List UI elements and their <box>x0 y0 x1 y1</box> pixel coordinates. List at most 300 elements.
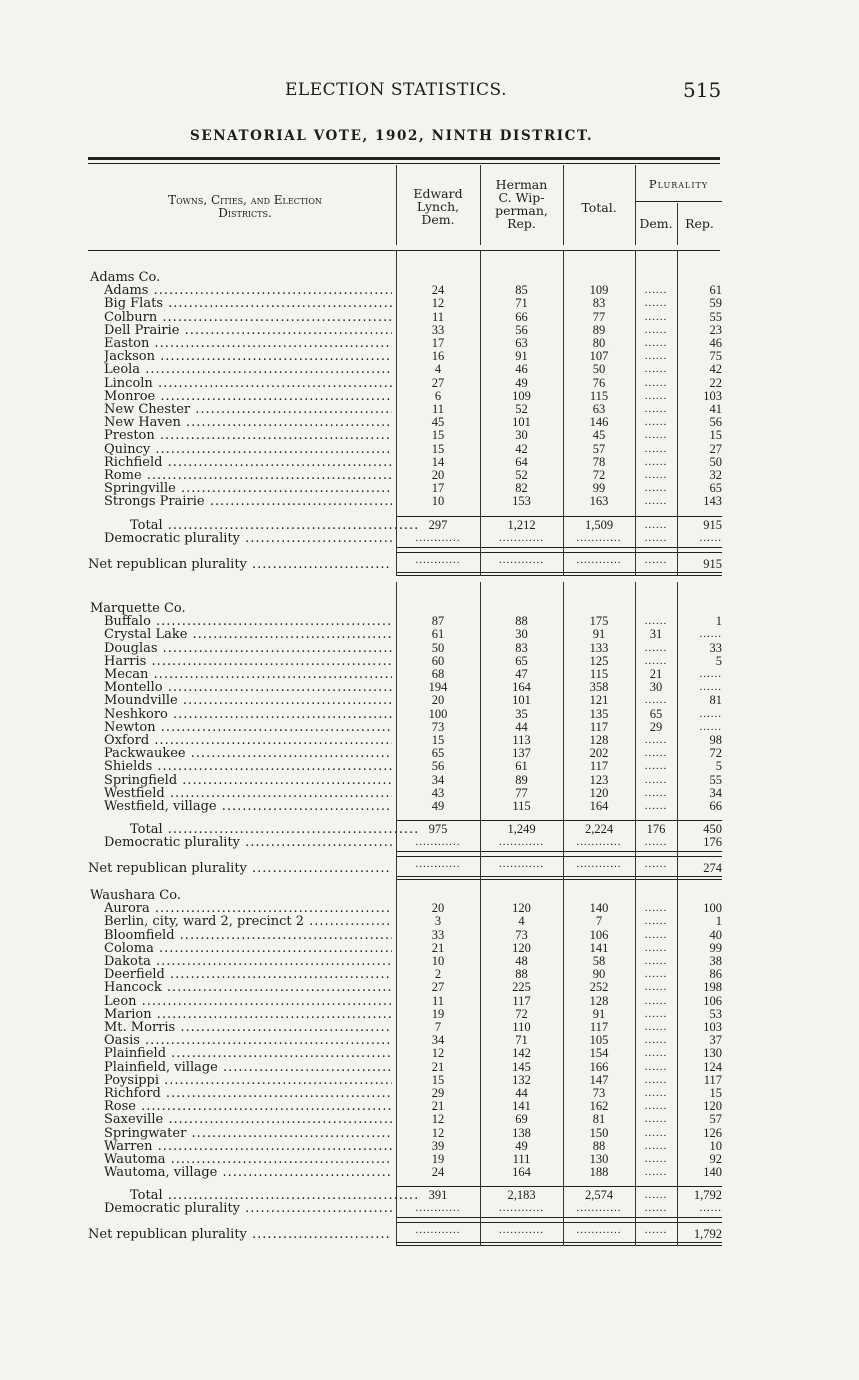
rule-line <box>396 879 722 880</box>
cell-dem-empty <box>635 337 677 350</box>
cell-lynch: 65 <box>431 746 445 761</box>
row-label: Big Flats ..... <box>104 297 392 310</box>
cell-lynch: 33 <box>431 927 445 942</box>
header-wipperman-line1: Herman <box>495 177 548 192</box>
rule-line <box>396 1217 722 1218</box>
net-dem-empty <box>635 858 677 871</box>
row-label: Strongs Prairie ..... <box>104 495 392 508</box>
cell-total: 175 <box>589 614 609 629</box>
row-label: Douglas ..... <box>104 642 392 655</box>
row-label: Crystal Lake ..... <box>104 628 392 641</box>
cell-total: 140 <box>589 901 609 916</box>
header-wipperman-line3: perman, <box>495 203 548 218</box>
cell-wipperman: 72 <box>515 1006 528 1021</box>
cell-rep: 143 <box>703 494 722 509</box>
cell-lynch: 11 <box>431 993 445 1008</box>
cell-dem-empty <box>635 1021 677 1034</box>
total-wipperman: 1,249 <box>507 822 536 837</box>
cell-dem-empty <box>635 1140 677 1153</box>
cell-lynch: 15 <box>431 1072 445 1087</box>
cell-wipperman: 137 <box>512 746 531 761</box>
cell-rep: 103 <box>703 1020 722 1034</box>
cell-wipperman: 56 <box>515 322 528 337</box>
dp-total-empty <box>563 1202 635 1215</box>
total-rep: 450 <box>703 822 722 837</box>
cell-dem-empty <box>635 482 677 495</box>
cell-total: 115 <box>589 667 609 681</box>
row-label: Rome ..... <box>104 469 392 482</box>
cell-dem: 29 <box>649 719 663 734</box>
cell-wipperman: 71 <box>515 296 528 311</box>
cell-total: 252 <box>589 980 609 995</box>
row-label: Wautoma, village ..... <box>104 1166 392 1179</box>
net-dem-empty <box>635 1224 677 1237</box>
header-towns-line1: Towns, Cities, and Election <box>168 193 322 207</box>
running-head-title: ELECTION STATISTICS. <box>285 80 507 100</box>
cell-total: 45 <box>592 428 606 443</box>
row-label: Bloomfield ..... <box>104 929 392 942</box>
cell-dem: 65 <box>649 706 663 721</box>
cell-total: 121 <box>589 693 609 708</box>
cell-wipperman: 101 <box>512 693 531 708</box>
cell-lynch: 20 <box>431 468 445 482</box>
cell-rep: 55 <box>709 772 722 787</box>
cell-rep-empty <box>677 721 722 734</box>
cell-dem-empty <box>635 981 677 994</box>
total-label: Total ..... <box>130 823 418 836</box>
row-label: Jackson ..... <box>104 350 392 363</box>
row-label: Quincy ..... <box>104 443 392 456</box>
net-dem-empty <box>635 554 677 567</box>
cell-dem-empty <box>635 1061 677 1074</box>
cell-rep: 72 <box>709 746 722 761</box>
cell-total: 89 <box>592 322 606 337</box>
net-wipperman-empty <box>480 858 563 871</box>
row-label: Shields ..... <box>104 760 392 773</box>
cell-total: 166 <box>589 1059 609 1074</box>
column-rule <box>635 165 636 245</box>
cell-rep: 1 <box>715 914 722 929</box>
cell-dem-empty <box>635 390 677 403</box>
row-label: Berlin, city, ward 2, precinct 2 ..... <box>104 915 392 928</box>
dp-lynch-empty <box>396 532 480 545</box>
cell-wipperman: 30 <box>515 428 528 443</box>
rule-line <box>88 163 720 164</box>
row-label: Mecan ..... <box>104 668 392 681</box>
cell-total: 150 <box>589 1125 609 1140</box>
column-rule <box>677 582 678 880</box>
net-lynch-empty <box>396 554 480 567</box>
cell-lynch: 11 <box>431 402 445 416</box>
cell-lynch: 12 <box>431 296 445 311</box>
cell-rep-empty <box>677 668 722 681</box>
row-label: New Chester ..... <box>104 403 392 416</box>
row-label: Warren ..... <box>104 1140 392 1153</box>
row-label: Packwaukee ..... <box>104 747 392 760</box>
total-lynch: 975 <box>428 822 448 837</box>
cell-wipperman: 132 <box>512 1072 531 1087</box>
cell-dem-empty <box>635 495 677 508</box>
column-rule <box>396 582 397 880</box>
cell-wipperman: 42 <box>515 441 528 456</box>
row-label: Marion ..... <box>104 1008 392 1021</box>
cell-dem-empty <box>635 995 677 1008</box>
cell-rep: 5 <box>715 759 722 774</box>
cell-lynch: 43 <box>431 785 445 800</box>
row-label: Plainfield, village ..... <box>104 1061 392 1074</box>
row-label: Saxeville ..... <box>104 1113 392 1126</box>
cell-lynch: 24 <box>431 283 445 298</box>
cell-wipperman: 47 <box>515 667 528 681</box>
rule-line <box>396 1186 722 1187</box>
cell-lynch: 27 <box>431 375 445 390</box>
cell-lynch: 4 <box>434 362 442 377</box>
header-total: Total. <box>581 200 617 215</box>
cell-total: 123 <box>589 772 609 787</box>
cell-total: 163 <box>589 494 609 509</box>
cell-total: 80 <box>592 336 606 350</box>
cell-dem: 21 <box>649 667 663 681</box>
dp-lynch-empty <box>396 836 480 849</box>
row-label: Dell Prairie ..... <box>104 324 392 337</box>
cell-rep: 120 <box>703 1099 722 1114</box>
cell-total: 7 <box>595 914 603 929</box>
cell-rep: 98 <box>709 733 722 747</box>
cell-lynch: 17 <box>431 481 445 496</box>
net-wipperman-empty <box>480 554 563 567</box>
net-total-empty <box>563 554 635 567</box>
cell-wipperman: 88 <box>515 967 528 982</box>
cell-lynch: 20 <box>431 693 445 708</box>
cell-wipperman: 101 <box>512 415 531 430</box>
cell-rep: 92 <box>709 1152 722 1166</box>
cell-wipperman: 111 <box>512 1152 531 1166</box>
cell-rep: 57 <box>709 1112 722 1127</box>
cell-lynch: 12 <box>431 1046 445 1061</box>
cell-rep: 126 <box>703 1125 722 1140</box>
cell-dem-empty <box>635 734 677 747</box>
cell-dem-empty <box>635 456 677 469</box>
rule-line <box>396 820 722 821</box>
democratic-plurality-label: Democratic plurality ..... <box>104 1202 392 1215</box>
row-label: Lincoln ..... <box>104 377 392 390</box>
cell-lynch: 24 <box>431 1165 445 1180</box>
row-label: Oasis ..... <box>104 1034 392 1047</box>
cell-wipperman: 49 <box>515 1138 528 1153</box>
cell-dem-empty <box>635 929 677 942</box>
cell-lynch: 19 <box>431 1006 445 1021</box>
cell-dem-empty <box>635 377 677 390</box>
cell-rep: 75 <box>709 349 722 364</box>
row-label: Springfield ..... <box>104 774 392 787</box>
cell-lynch: 12 <box>431 1125 445 1140</box>
cell-lynch: 194 <box>428 680 448 695</box>
cell-wipperman: 46 <box>515 362 528 377</box>
dp-dem-empty <box>635 532 677 545</box>
row-label: Poysippi ..... <box>104 1074 392 1087</box>
column-rule <box>480 251 481 576</box>
cell-rep: 32 <box>709 468 722 482</box>
header-lynch <box>396 187 480 226</box>
cell-wipperman: 85 <box>515 283 528 298</box>
total-dem-empty <box>635 519 677 532</box>
row-label: Wautoma ..... <box>104 1153 392 1166</box>
cell-wipperman: 65 <box>515 653 528 668</box>
cell-total: 120 <box>589 785 609 800</box>
total-total: 2,224 <box>584 822 614 837</box>
row-label: Monroe ..... <box>104 390 392 403</box>
cell-rep: 41 <box>709 402 722 416</box>
cell-total: 63 <box>592 402 606 416</box>
dp-wipperman-empty <box>480 1202 563 1215</box>
cell-rep: 117 <box>703 1072 722 1087</box>
cell-rep: 27 <box>709 441 722 456</box>
total-rep: 915 <box>703 517 722 532</box>
cell-wipperman: 64 <box>515 454 528 469</box>
cell-lynch: 33 <box>431 322 445 337</box>
cell-rep: 15 <box>709 1086 722 1100</box>
cell-wipperman: 30 <box>515 627 528 642</box>
cell-wipperman: 77 <box>515 785 528 800</box>
cell-lynch: 21 <box>431 940 445 955</box>
cell-rep: 56 <box>709 415 722 430</box>
cell-rep: 106 <box>703 993 722 1008</box>
cell-total: 125 <box>589 653 609 668</box>
row-label: New Haven ..... <box>104 416 392 429</box>
rule-line <box>635 201 722 202</box>
cell-wipperman: 109 <box>512 388 531 403</box>
cell-dem-empty <box>635 1008 677 1021</box>
democratic-plurality-label: Democratic plurality ..... <box>104 836 392 849</box>
cell-wipperman: 69 <box>515 1112 528 1127</box>
cell-wipperman: 153 <box>512 494 531 509</box>
cell-lynch: 15 <box>431 441 445 456</box>
cell-total: 128 <box>589 733 609 747</box>
cell-lynch: 29 <box>431 1086 445 1100</box>
county-heading: Waushara Co. <box>90 889 181 902</box>
cell-wipperman: 73 <box>515 927 528 942</box>
cell-lynch: 12 <box>431 1112 445 1127</box>
cell-wipperman: 225 <box>512 980 531 995</box>
cell-total: 115 <box>589 388 609 403</box>
rule-line <box>396 1242 722 1243</box>
cell-wipperman: 44 <box>515 719 528 734</box>
cell-total: 91 <box>592 627 606 642</box>
cell-total: 77 <box>592 309 606 324</box>
cell-dem-empty <box>635 416 677 429</box>
cell-rep: 40 <box>709 927 722 942</box>
header-plurality: Plurality <box>648 177 709 191</box>
row-label: Colburn ..... <box>104 311 392 324</box>
cell-dem-empty <box>635 324 677 337</box>
cell-rep-empty <box>677 681 722 694</box>
dp-dem-empty <box>635 836 677 849</box>
cell-wipperman: 61 <box>515 759 528 774</box>
cell-total: 91 <box>592 1006 606 1021</box>
dp-dem-empty <box>635 1202 677 1215</box>
rule-line <box>396 516 722 517</box>
cell-dem-empty <box>635 915 677 928</box>
header-rep: Rep. <box>685 216 714 231</box>
cell-rep: 42 <box>709 362 722 377</box>
total-total: 2,574 <box>584 1188 614 1203</box>
column-rule <box>396 165 397 245</box>
row-label: Richford ..... <box>104 1087 392 1100</box>
cell-rep: 15 <box>709 428 722 443</box>
dp-rep-empty <box>677 532 722 545</box>
cell-lynch: 49 <box>431 799 445 813</box>
dp-lynch-empty <box>396 1202 480 1215</box>
cell-wipperman: 83 <box>515 640 528 655</box>
cell-total: 76 <box>592 375 606 390</box>
cell-dem-empty <box>635 760 677 773</box>
row-label: Oxford ..... <box>104 734 392 747</box>
cell-lynch: 15 <box>431 428 445 443</box>
cell-total: 117 <box>589 759 609 774</box>
header-wipperman <box>480 178 563 230</box>
row-label: Westfield ..... <box>104 787 392 800</box>
cell-rep: 59 <box>709 296 722 311</box>
row-label: Deerfield ..... <box>104 968 392 981</box>
total-wipperman: 1,212 <box>507 517 536 532</box>
cell-dem-empty <box>635 1113 677 1126</box>
cell-total: 109 <box>589 283 609 298</box>
row-label: Hancock ..... <box>104 981 392 994</box>
cell-rep: 46 <box>709 336 722 350</box>
cell-rep: 81 <box>709 693 722 708</box>
cell-total: 58 <box>592 954 606 968</box>
row-label: Newton ..... <box>104 721 392 734</box>
cell-lynch: 21 <box>431 1099 445 1114</box>
row-label: Coloma ..... <box>104 942 392 955</box>
column-rule <box>563 251 564 576</box>
cell-total: 202 <box>589 746 609 761</box>
column-rule <box>396 251 397 576</box>
cell-rep: 23 <box>709 322 722 337</box>
cell-total: 128 <box>589 993 609 1008</box>
cell-total: 105 <box>589 1033 609 1048</box>
net-rep: 274 <box>703 861 722 876</box>
cell-dem-empty <box>635 942 677 955</box>
header-wipperman-line2: C. Wip- <box>498 190 545 205</box>
county-heading: Adams Co. <box>90 271 161 284</box>
net-total-empty <box>563 1224 635 1237</box>
cell-wipperman: 66 <box>515 309 528 324</box>
column-rule <box>635 251 636 576</box>
cell-dem-empty <box>635 469 677 482</box>
cell-total: 147 <box>589 1072 609 1087</box>
cell-wipperman: 164 <box>512 680 531 695</box>
cell-rep: 65 <box>709 481 722 496</box>
header-lynch-line1: Edward <box>413 186 463 201</box>
column-rule <box>677 203 678 245</box>
cell-rep: 124 <box>703 1059 722 1074</box>
cell-rep: 99 <box>709 940 722 955</box>
cell-wipperman: 52 <box>515 468 528 482</box>
cell-wipperman: 63 <box>515 336 528 350</box>
cell-wipperman: 120 <box>512 940 531 955</box>
cell-dem-empty <box>635 350 677 363</box>
total-lynch: 297 <box>428 517 448 532</box>
cell-rep: 103 <box>703 388 722 403</box>
cell-total: 106 <box>589 927 609 942</box>
cell-wipperman: 110 <box>512 1020 531 1034</box>
cell-lynch: 34 <box>431 1033 445 1048</box>
total-dem-empty <box>635 1189 677 1202</box>
column-rule <box>396 869 397 1246</box>
total-rep: 1,792 <box>693 1188 722 1203</box>
cell-total: 107 <box>589 349 609 364</box>
cell-dem-empty <box>635 403 677 416</box>
cell-total: 117 <box>589 1020 609 1034</box>
cell-dem-empty <box>635 694 677 707</box>
header-towns-line2: Districts. <box>218 206 272 220</box>
cell-dem-empty <box>635 615 677 628</box>
total-label: Total ..... <box>130 519 418 532</box>
row-label: Dakota ..... <box>104 955 392 968</box>
cell-total: 81 <box>592 1112 606 1127</box>
county-heading: Marquette Co. <box>90 602 186 615</box>
column-rule <box>480 582 481 880</box>
cell-rep: 50 <box>709 454 722 469</box>
cell-rep: 100 <box>703 901 722 916</box>
cell-dem-empty <box>635 1153 677 1166</box>
cell-lynch: 73 <box>431 719 445 734</box>
rule-line <box>396 876 722 877</box>
net-republican-plurality-label: Net republican plurality ..... <box>88 862 392 875</box>
column-rule <box>480 869 481 1246</box>
cell-dem-empty <box>635 1087 677 1100</box>
cell-total: 154 <box>589 1046 609 1061</box>
cell-wipperman: 138 <box>512 1125 531 1140</box>
cell-dem-empty <box>635 1166 677 1179</box>
dp-total-empty <box>563 532 635 545</box>
cell-dem-empty <box>635 968 677 981</box>
cell-rep: 53 <box>709 1006 722 1021</box>
cell-wipperman: 91 <box>515 349 528 364</box>
cell-lynch: 100 <box>428 706 448 721</box>
cell-lynch: 27 <box>431 980 445 995</box>
dp-rep: 176 <box>703 835 722 850</box>
row-label: Neshkoro ..... <box>104 708 392 721</box>
cell-lynch: 61 <box>431 627 445 642</box>
cell-lynch: 17 <box>431 336 445 350</box>
cell-wipperman: 142 <box>512 1046 531 1061</box>
cell-rep: 55 <box>709 309 722 324</box>
cell-lynch: 39 <box>431 1138 445 1153</box>
cell-total: 78 <box>592 454 606 469</box>
cell-rep: 33 <box>709 640 722 655</box>
cell-lynch: 14 <box>431 454 445 469</box>
column-rule <box>563 869 564 1246</box>
dp-total-empty <box>563 836 635 849</box>
net-rep: 1,792 <box>693 1227 722 1242</box>
cell-dem: 30 <box>649 680 663 695</box>
rule-line <box>88 250 720 251</box>
cell-dem-empty <box>635 443 677 456</box>
cell-lynch: 2 <box>434 967 442 982</box>
rule-line <box>396 1222 722 1223</box>
rule-line <box>396 851 722 852</box>
total-lynch: 391 <box>428 1188 448 1203</box>
cell-total: 117 <box>589 719 609 734</box>
cell-total: 57 <box>592 441 606 456</box>
cell-wipperman: 4 <box>518 914 525 929</box>
cell-rep-empty <box>677 628 722 641</box>
cell-dem-empty <box>635 642 677 655</box>
cell-rep: 198 <box>703 980 722 995</box>
cell-total: 162 <box>589 1099 609 1114</box>
